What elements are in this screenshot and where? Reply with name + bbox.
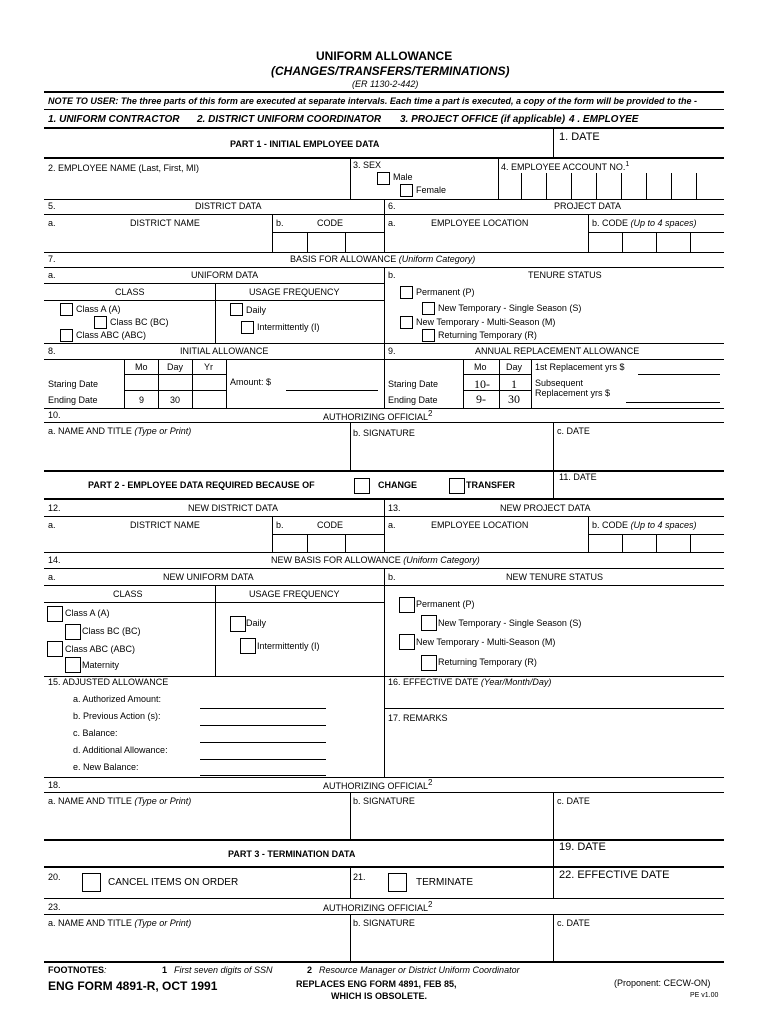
new-temp-single-checkbox-2[interactable] bbox=[421, 615, 437, 631]
divider bbox=[553, 793, 554, 866]
divider bbox=[350, 423, 351, 470]
daily-label: Daily bbox=[246, 305, 267, 315]
adj-a-label: a. Authorized Amount: bbox=[73, 694, 162, 704]
ending-date-label: Ending Date bbox=[48, 395, 98, 405]
employee-name-label: 2. EMPLOYEE NAME (Last, First, MI) bbox=[48, 163, 200, 173]
rule bbox=[44, 109, 724, 110]
date-1-label: 1. DATE bbox=[559, 131, 600, 143]
divider bbox=[124, 360, 125, 408]
repl-start-day-value: 1 bbox=[511, 377, 517, 391]
item-7: 7. bbox=[48, 254, 56, 264]
district-data-header: DISTRICT DATA bbox=[195, 201, 262, 211]
new-temp-single-checkbox[interactable] bbox=[422, 302, 435, 315]
rule bbox=[44, 214, 724, 215]
c-date-label: c. DATE bbox=[557, 796, 590, 806]
code-label: CODE bbox=[317, 520, 344, 530]
returning-temp-label: Returning Temporary (R) bbox=[438, 657, 537, 667]
new-permanent-checkbox[interactable] bbox=[399, 597, 415, 613]
form-title: UNIFORM ALLOWANCE bbox=[316, 49, 453, 63]
a-label: a. bbox=[48, 270, 56, 280]
part1-top-rule bbox=[44, 127, 724, 129]
item-21: 21. bbox=[353, 872, 366, 882]
digit-box[interactable] bbox=[596, 173, 597, 199]
starting-date-label: Staring Date bbox=[388, 379, 439, 389]
intermittent-label: Intermittently (I) bbox=[257, 641, 320, 651]
usage-frequency-header: USAGE FREQUENCY bbox=[249, 287, 340, 297]
digit-box[interactable] bbox=[671, 173, 672, 199]
item-12: 12. bbox=[48, 503, 61, 513]
item-18: 18. bbox=[48, 780, 61, 790]
item-14: 14. bbox=[48, 555, 61, 565]
new-district-header: NEW DISTRICT DATA bbox=[188, 503, 278, 513]
footer-rule bbox=[44, 961, 724, 963]
authorized-amount-field[interactable] bbox=[200, 708, 326, 709]
adj-c-label: c. Balance: bbox=[73, 728, 118, 738]
usage-frequency-header: USAGE FREQUENCY bbox=[249, 589, 340, 599]
rule bbox=[44, 777, 724, 778]
new-class-abc-checkbox[interactable] bbox=[47, 641, 63, 657]
cancel-items-checkbox[interactable] bbox=[82, 873, 101, 892]
subsequent-replacement-label: Replacement yrs $ bbox=[535, 388, 611, 398]
a-label: a. bbox=[48, 218, 56, 228]
footnote-2-text: Resource Manager or District Uniform Coordinator bbox=[319, 965, 520, 975]
class-a-checkbox[interactable] bbox=[60, 303, 73, 316]
new-temp-multi-label: New Temporary - Multi-Season (M) bbox=[416, 637, 556, 647]
rule bbox=[44, 157, 724, 159]
code-box[interactable] bbox=[345, 534, 346, 552]
obsolete-note: WHICH IS OBSOLETE. bbox=[331, 991, 428, 1001]
divider bbox=[384, 200, 385, 252]
new-temp-single-label: New Temporary - Single Season (S) bbox=[438, 303, 582, 313]
day-header: Day bbox=[167, 362, 184, 372]
divider bbox=[226, 360, 227, 408]
intermittent-checkbox[interactable] bbox=[241, 321, 254, 334]
part2-title: PART 2 - EMPLOYEE DATA REQUIRED BECAUSE OF bbox=[88, 480, 315, 490]
authorizing-official-label: AUTHORIZING OFFICIAL$^2$ bbox=[323, 900, 433, 913]
amount-label: Amount: $ bbox=[230, 377, 272, 387]
divider bbox=[553, 867, 554, 898]
authorizing-official-label: AUTHORIZING OFFICIAL$^2$ bbox=[323, 778, 433, 791]
class-bc-checkbox[interactable] bbox=[94, 316, 107, 329]
rule bbox=[463, 374, 531, 375]
rule bbox=[44, 602, 384, 603]
item-6: 6. bbox=[388, 201, 396, 211]
rule bbox=[44, 408, 724, 409]
new-balance-field[interactable] bbox=[200, 775, 326, 776]
digit-box[interactable] bbox=[571, 173, 572, 199]
daily-label: Daily bbox=[246, 618, 267, 628]
additional-allowance-field[interactable] bbox=[200, 759, 326, 760]
rule bbox=[44, 898, 724, 899]
code-box[interactable] bbox=[307, 232, 308, 252]
previous-action-field[interactable] bbox=[200, 725, 326, 726]
class-header: CLASS bbox=[113, 589, 143, 599]
class-a-label: Class A (A) bbox=[76, 304, 121, 314]
adjusted-allowance-label: 15. ADJUSTED ALLOWANCE bbox=[48, 677, 169, 687]
rule bbox=[384, 708, 724, 709]
rule bbox=[44, 300, 384, 301]
c-date-label: c. DATE bbox=[557, 918, 590, 928]
district-name-label: DISTRICT NAME bbox=[130, 520, 200, 530]
divider bbox=[384, 344, 385, 408]
digit-box[interactable] bbox=[621, 173, 622, 199]
rule bbox=[44, 516, 724, 517]
code-box[interactable] bbox=[622, 534, 623, 552]
remarks-label: 17. REMARKS bbox=[388, 713, 448, 723]
a-label: a. bbox=[388, 520, 396, 530]
footnote-2-marker: 2 bbox=[428, 409, 433, 418]
mo-header: Mo bbox=[135, 362, 148, 372]
divider bbox=[158, 360, 159, 408]
employee-location-label: EMPLOYEE LOCATION bbox=[431, 520, 529, 530]
permanent-checkbox[interactable] bbox=[400, 286, 413, 299]
rule bbox=[124, 374, 226, 375]
repl-start-mo-value: 10- bbox=[474, 377, 490, 391]
rule bbox=[44, 552, 724, 553]
item-8: 8. bbox=[48, 346, 56, 356]
ending-mo-value: 9 bbox=[139, 395, 145, 405]
rule bbox=[44, 422, 724, 423]
first-replacement-label: 1st Replacement yrs $ bbox=[535, 362, 625, 372]
new-intermittent-checkbox[interactable] bbox=[240, 638, 256, 654]
form-identifier: ENG FORM 4891-R, OCT 1991 bbox=[48, 979, 218, 993]
maternity-label: Maternity bbox=[82, 660, 120, 670]
new-temp-multi-label: New Temporary - Multi-Season (M) bbox=[416, 317, 556, 327]
change-label: CHANGE bbox=[378, 480, 418, 490]
rule bbox=[463, 390, 531, 391]
new-basis-label: NEW BASIS FOR ALLOWANCE (Uniform Category) bbox=[271, 555, 480, 565]
footnotes-label: FOOTNOTES: bbox=[48, 965, 107, 975]
repl-end-day-value: 30 bbox=[508, 392, 520, 406]
class-abc-checkbox[interactable] bbox=[60, 329, 73, 342]
rule bbox=[44, 283, 384, 284]
rule bbox=[272, 534, 384, 535]
new-class-bc-checkbox[interactable] bbox=[65, 624, 81, 640]
divider bbox=[192, 360, 193, 408]
digit-box[interactable] bbox=[521, 173, 522, 199]
rule bbox=[44, 914, 724, 915]
a-label: a. bbox=[388, 218, 396, 228]
new-project-header: NEW PROJECT DATA bbox=[500, 503, 591, 513]
daily-checkbox[interactable] bbox=[230, 303, 243, 316]
b-label: b. bbox=[276, 520, 284, 530]
item-13: 13. bbox=[388, 503, 401, 513]
code-box[interactable] bbox=[307, 534, 308, 552]
footnote-1-text: First seven digits of SSN bbox=[174, 965, 273, 975]
item-10: 10. bbox=[48, 410, 61, 420]
permanent-label: Permanent (P) bbox=[416, 599, 475, 609]
sex-label: 3. SEX bbox=[353, 160, 382, 170]
returning-temp-checkbox[interactable] bbox=[422, 329, 435, 342]
annual-replacement-header: ANNUAL REPLACEMENT ALLOWANCE bbox=[475, 346, 640, 356]
starting-date-label: Staring Date bbox=[48, 379, 99, 389]
code-box[interactable] bbox=[656, 534, 657, 552]
part3-top-rule bbox=[44, 839, 724, 841]
divider bbox=[350, 793, 351, 839]
class-bc-label: Class BC (BC) bbox=[82, 626, 141, 636]
note-to-user: NOTE TO USER: The three parts of this form are executed at separate intervals. Each time a part is executed, a copy of the form will be provided to the - bbox=[48, 96, 697, 106]
first-replacement-field[interactable] bbox=[638, 374, 720, 375]
signature-label: b. SIGNATURE bbox=[353, 796, 415, 806]
rule bbox=[44, 359, 724, 360]
day-header: Day bbox=[506, 362, 523, 372]
male-label: Male bbox=[393, 172, 413, 182]
maternity-checkbox[interactable] bbox=[65, 657, 81, 673]
male-checkbox[interactable] bbox=[377, 172, 390, 185]
distribution-4: 4 . EMPLOYEE bbox=[569, 114, 639, 125]
part1-title: PART 1 - INITIAL EMPLOYEE DATA bbox=[230, 139, 380, 149]
header-rule bbox=[44, 91, 724, 93]
new-tenure-status-label: NEW TENURE STATUS bbox=[506, 572, 604, 582]
subsequent-label: Subsequent bbox=[535, 378, 584, 388]
code-box[interactable] bbox=[622, 232, 623, 252]
rule bbox=[44, 792, 724, 793]
divider bbox=[215, 284, 216, 343]
code-box[interactable] bbox=[690, 232, 691, 252]
a-label: a. bbox=[48, 572, 56, 582]
signature-label: b. SIGNATURE bbox=[353, 428, 415, 438]
rule bbox=[124, 390, 226, 391]
district-name-label: DISTRICT NAME bbox=[130, 218, 200, 228]
digit-box[interactable] bbox=[696, 173, 697, 199]
divider bbox=[350, 158, 351, 199]
divider bbox=[588, 215, 589, 252]
divider bbox=[384, 268, 385, 343]
effective-date-label: 16. EFFECTIVE DATE (Year/Month/Day) bbox=[388, 677, 552, 687]
new-daily-checkbox[interactable] bbox=[230, 616, 246, 632]
terminate-checkbox[interactable] bbox=[388, 873, 407, 892]
regulation-ref: (ER 1130-2-442) bbox=[352, 79, 419, 89]
divider bbox=[553, 423, 554, 498]
b-label: b. bbox=[388, 270, 396, 280]
divider bbox=[553, 915, 554, 961]
signature-label: b. SIGNATURE bbox=[353, 918, 415, 928]
divider bbox=[384, 677, 385, 777]
amount-field[interactable] bbox=[286, 390, 378, 391]
repl-end-mo-value: 9- bbox=[476, 392, 486, 406]
tenure-status-label: TENURE STATUS bbox=[528, 270, 602, 280]
rule bbox=[272, 232, 384, 233]
transfer-checkbox[interactable] bbox=[449, 478, 465, 494]
new-uniform-data-label: NEW UNIFORM DATA bbox=[163, 572, 254, 582]
date-19-label: 19. DATE bbox=[559, 841, 606, 853]
distribution-3: 3. PROJECT OFFICE (if applicable) bbox=[400, 114, 566, 125]
mo-header: Mo bbox=[474, 362, 487, 372]
class-abc-label: Class ABC (ABC) bbox=[65, 644, 136, 654]
adj-b-label: b. Previous Action (s): bbox=[73, 711, 161, 721]
terminate-label: TERMINATE bbox=[416, 877, 474, 888]
new-class-a-checkbox[interactable] bbox=[47, 606, 63, 622]
divider bbox=[499, 360, 500, 408]
name-title-label: a. NAME AND TITLE (Type or Print) bbox=[48, 918, 192, 928]
employee-location-label: EMPLOYEE LOCATION bbox=[431, 218, 529, 228]
authorizing-official-label: AUTHORIZING OFFICIAL$^2$ bbox=[323, 409, 433, 422]
code-label: CODE bbox=[317, 218, 344, 228]
item-9: 9. bbox=[388, 346, 396, 356]
divider bbox=[384, 499, 385, 552]
part2-top-rule bbox=[44, 470, 724, 472]
code-spaces-label: b. CODE (Up to 4 spaces) bbox=[592, 218, 697, 228]
female-checkbox[interactable] bbox=[400, 184, 413, 197]
subsequent-replacement-field[interactable] bbox=[626, 402, 720, 403]
adj-e-label: e. New Balance: bbox=[73, 762, 139, 772]
code-box[interactable] bbox=[345, 232, 346, 252]
basis-label: BASIS FOR ALLOWANCE (Uniform Category) bbox=[290, 254, 476, 264]
class-a-label: Class A (A) bbox=[65, 608, 110, 618]
b-label: b. bbox=[276, 218, 284, 228]
code-spaces-label: b. CODE (Up to 4 spaces) bbox=[592, 520, 697, 530]
name-title-label: a. NAME AND TITLE (Type or Print) bbox=[48, 426, 192, 436]
name-title-label: a. NAME AND TITLE (Type or Print) bbox=[48, 796, 192, 806]
footnote-1-number: 1 bbox=[162, 965, 168, 975]
rule bbox=[44, 585, 724, 586]
code-box[interactable] bbox=[656, 232, 657, 252]
divider bbox=[272, 215, 273, 252]
rule bbox=[44, 866, 724, 868]
new-temp-multi-checkbox[interactable] bbox=[400, 316, 413, 329]
class-bc-label: Class BC (BC) bbox=[110, 317, 169, 327]
distribution-2: 2. DISTRICT UNIFORM COORDINATOR bbox=[197, 114, 382, 125]
footnote-2-marker: 2 bbox=[428, 900, 433, 909]
c-date-label: c. DATE bbox=[557, 426, 590, 436]
distribution-1: 1. UNIFORM CONTRACTOR bbox=[48, 114, 180, 125]
ending-day-value: 30 bbox=[170, 395, 181, 405]
change-checkbox[interactable] bbox=[354, 478, 370, 494]
divider bbox=[350, 915, 351, 961]
returning-temp-checkbox-2[interactable] bbox=[421, 655, 437, 671]
new-temp-multi-checkbox-2[interactable] bbox=[399, 634, 415, 650]
item-23: 23. bbox=[48, 902, 61, 912]
project-data-header: PROJECT DATA bbox=[554, 201, 622, 211]
divider bbox=[350, 867, 351, 898]
transfer-label: TRANSFER bbox=[466, 480, 515, 490]
yr-header: Yr bbox=[204, 362, 213, 372]
account-no-label: 4. EMPLOYEE ACCOUNT NO.$^1$ bbox=[501, 161, 630, 172]
divider bbox=[553, 128, 554, 157]
uniform-data-label: UNIFORM DATA bbox=[191, 270, 259, 280]
item-20: 20. bbox=[48, 872, 61, 882]
date-11-label: 11. DATE bbox=[559, 472, 597, 482]
replaces-note: REPLACES ENG FORM 4891, FEB 85, bbox=[296, 979, 457, 989]
b-label: b. bbox=[388, 572, 396, 582]
divider bbox=[463, 360, 464, 408]
initial-allowance-header: INITIAL ALLOWANCE bbox=[180, 346, 269, 356]
new-temp-single-label: New Temporary - Single Season (S) bbox=[438, 618, 582, 628]
ending-date-label: Ending Date bbox=[388, 395, 438, 405]
female-label: Female bbox=[416, 185, 447, 195]
rule bbox=[44, 252, 724, 253]
cancel-items-label: CANCEL ITEMS ON ORDER bbox=[108, 877, 239, 888]
divider bbox=[531, 360, 532, 408]
returning-temp-label: Returning Temporary (R) bbox=[438, 330, 537, 340]
class-header: CLASS bbox=[115, 287, 145, 297]
item-5: 5. bbox=[48, 201, 56, 211]
divider bbox=[215, 586, 216, 676]
digit-box[interactable] bbox=[646, 173, 647, 199]
code-box[interactable] bbox=[690, 534, 691, 552]
digit-box[interactable] bbox=[546, 173, 547, 199]
footnote-1-marker: 1 bbox=[625, 161, 630, 168]
divider bbox=[498, 158, 499, 199]
class-abc-label: Class ABC (ABC) bbox=[76, 330, 147, 340]
intermittent-label: Intermittently (I) bbox=[257, 322, 320, 332]
footnote-2-number: 2 bbox=[307, 965, 313, 975]
part3-title: PART 3 - TERMINATION DATA bbox=[228, 849, 356, 859]
balance-field[interactable] bbox=[200, 742, 326, 743]
effective-date-22-label: 22. EFFECTIVE DATE bbox=[559, 869, 670, 881]
proponent: (Proponent: CECW-ON) bbox=[614, 978, 711, 988]
permanent-label: Permanent (P) bbox=[416, 287, 475, 297]
version: PE v1.00 bbox=[690, 992, 719, 999]
footnote-2-marker: 2 bbox=[428, 778, 433, 787]
a-label: a. bbox=[48, 520, 56, 530]
form-subtitle: (CHANGES/TRANSFERS/TERMINATIONS) bbox=[271, 64, 510, 78]
adj-d-label: d. Additional Allowance: bbox=[73, 745, 168, 755]
